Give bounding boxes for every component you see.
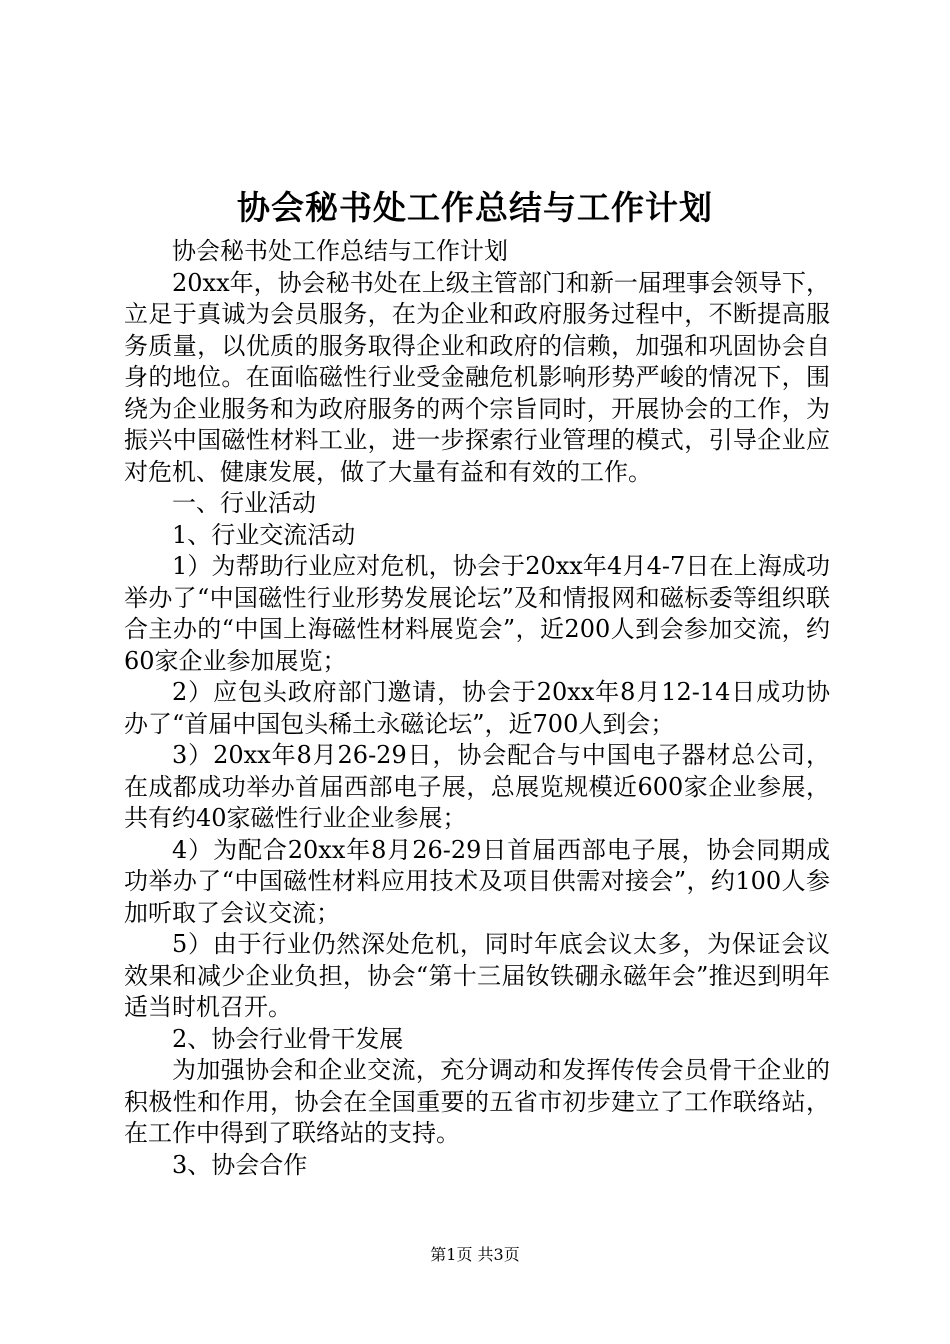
document-body <box>124 236 830 1181</box>
page-footer: 第1页 共3页 <box>430 1245 520 1264</box>
paragraph: 4）为配合20xx年8月26-29日首届西部电子展，协会同期成功举办了“中国磁性材料应用技术及项目供需对接会”，约100人参加听取了会议交流； <box>124 835 830 927</box>
paragraph: 3）20xx年8月26-29日，协会配合与中国电子器材总公司，在成都成功举办首届西部电子展，总展览规模近600家企业参展，共有约40家磁性行业企业参展； <box>124 741 830 832</box>
paragraph: 为加强协会和企业交流，充分调动和发挥传传会员骨干企业的积极性和作用，协会在全国重要的五省市初步建立了工作联络站，在工作中得到了联络站的支持。 <box>124 1056 830 1147</box>
document-title: 协会秘书处工作总结与工作计划 <box>237 188 713 227</box>
paragraph: 5）由于行业仍然深处危机，同时年底会议太多，为保证会议效果和减少企业负担，协会“第十三届钕铁硼永磁年会”推迟到明年适当时机召开。 <box>124 930 830 1021</box>
paragraph: 2）应包头政府部门邀请，协会于20xx年8月12-14日成功协办了“首届中国包头稀土永磁论坛”，近700人到会； <box>124 678 830 738</box>
paragraph: 1）为帮助行业应对危机，协会于20xx年4月4-7日在上海成功举办了“中国磁性行业形势发展论坛”及和情报网和磁标委等组织联合主办的“中国上海磁性材料展览会”，近200人到会参加交流，约60家企业参加展览； <box>124 552 830 675</box>
paragraph: 1、行业交流活动 <box>172 520 356 549</box>
paragraph: 协会秘书处工作总结与工作计划 <box>172 237 508 265</box>
paragraph: 一、行业活动 <box>172 489 316 517</box>
paragraph: 2、协会行业骨干发展 <box>172 1024 404 1053</box>
paragraph: 20xx年，协会秘书处在上级主管部门和新一届理事会领导下，立足于真诚为会员服务，在为企业和政府服务过程中，不断提高服务质量，以优质的服务取得企业和政府的信赖，加强和巩固协会自身的地位。在面临磁性行业受金融危机影响形势严峻的情况下，围绕为企业服务和为政府服务的两个宗旨同时，开展协会的工作，为振兴中国磁性材料工业，进一步探索行业管理的模式，引导企业应对危机、健康发展，做了大量有益和有效的工作。 <box>124 268 830 486</box>
paragraph: 3、协会合作 <box>172 1150 308 1179</box>
